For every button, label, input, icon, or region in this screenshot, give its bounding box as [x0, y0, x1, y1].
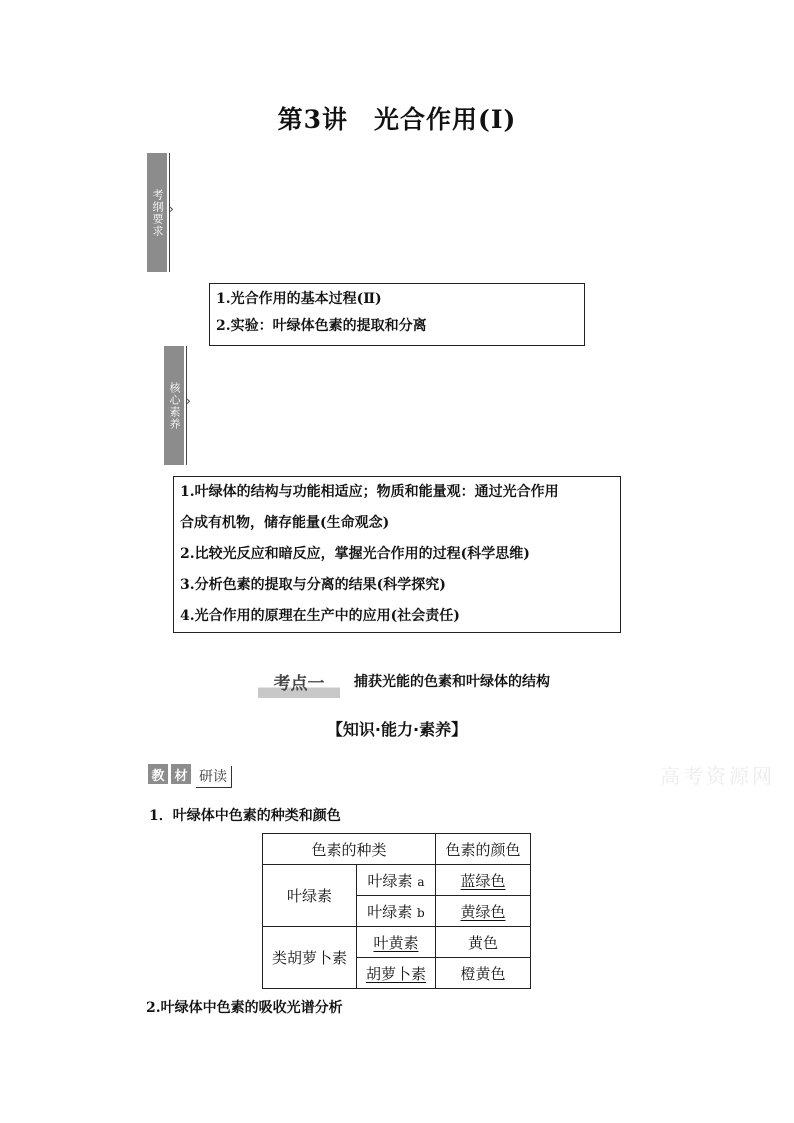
table-cell: [357, 927, 436, 958]
kaogang-box: [209, 283, 585, 346]
table-cell: 黄色: [436, 927, 531, 958]
table-row: [263, 834, 531, 865]
cell-suffix: a: [417, 874, 425, 889]
hexin-tab: 核心素养: [164, 346, 184, 465]
hexin-item: 3.分析色素的提取与分离的结果(科学探究): [180, 577, 446, 593]
section-heading-1: 1．叶绿体中色素的种类和颜色: [149, 808, 341, 824]
jiaocai-label: [148, 764, 232, 784]
table-cell: 叶绿素: [263, 865, 357, 927]
table-cell: [357, 958, 436, 989]
table-cell: [436, 865, 531, 896]
cell-suffix: b: [417, 905, 425, 920]
hexin-item: 1.叶绿体的结构与功能相适应；物质和能量观：通过光合作用: [180, 484, 559, 500]
pigment-table: [262, 833, 531, 989]
cell-text: 蓝绿色: [460, 871, 506, 890]
kaogang-item: 2.实验：叶绿体色素的提取和分离: [216, 318, 427, 334]
table-header: 色素的种类: [263, 834, 436, 865]
table-cell: 类胡萝卜素: [263, 927, 357, 989]
table-cell: 橙黄色: [436, 958, 531, 989]
kaodian-badge: 考点一: [258, 672, 340, 698]
hexin-item: 合成有机物，储存能量(生命观念): [180, 515, 390, 531]
table-cell: [436, 896, 531, 927]
jiaocai-char: 材: [171, 764, 191, 784]
hexin-item: 4.光合作用的原理在生产中的应用(社会责任): [180, 608, 460, 624]
chevron-right-icon: ›: [186, 394, 191, 408]
jiaocai-char: 教: [148, 764, 168, 784]
cell-text: 叶绿素: [367, 902, 413, 921]
page-title: 第3讲 光合作用(Ⅰ): [277, 105, 517, 134]
hexin-box: [173, 476, 621, 633]
watermark: 高考资源网: [660, 764, 775, 788]
chevron-right-icon: ›: [169, 202, 174, 216]
table-cell: [357, 896, 436, 927]
kaogang-item: 1.光合作用的基本过程(Ⅱ): [216, 291, 382, 307]
table-row: [263, 927, 531, 958]
table-row: [263, 865, 531, 896]
jiaocai-rest: 研读: [196, 766, 232, 788]
cell-text: 叶绿素: [367, 871, 413, 890]
table-cell: [357, 865, 436, 896]
section-heading-2: 2.叶绿体中色素的吸收光谱分析: [146, 1000, 343, 1016]
cell-text: 叶黄素: [373, 933, 419, 952]
cell-text: 胡萝卜素: [365, 964, 426, 983]
kaogang-tab: 考纲要求: [147, 153, 167, 272]
kaodian-title: 捕获光能的色素和叶绿体的结构: [354, 674, 550, 690]
section-subtitle: 【知识·能力·素养】: [326, 720, 468, 739]
cell-text: 黄绿色: [460, 902, 506, 921]
table-header: 色素的颜色: [436, 834, 531, 865]
hexin-item: 2.比较光反应和暗反应，掌握光合作用的过程(科学思维): [180, 546, 530, 562]
